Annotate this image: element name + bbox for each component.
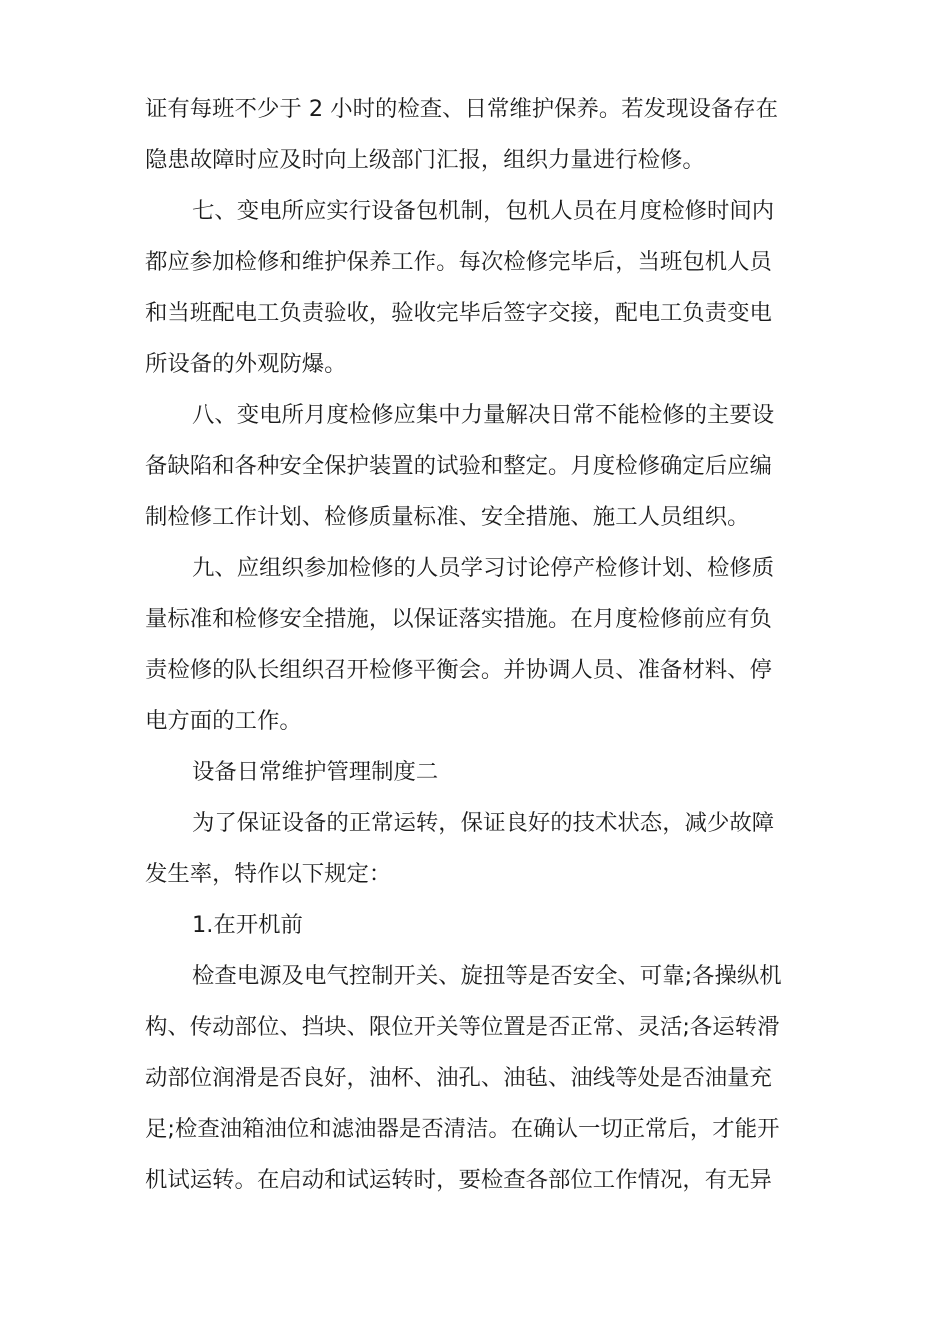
text-line: 量标准和检修安全措施，以保证落实措施。在月度检修前应有负 [145, 606, 772, 632]
text-line: 构、传动部位、挡块、限位开关等位置是否正常、灵活;各运转滑 [145, 1014, 780, 1040]
paragraph-intro [145, 798, 817, 900]
text-line: 备缺陷和各种安全保护装置的试验和整定。月度检修确定后应编 [145, 453, 772, 479]
text-line: 九、应组织参加检修的人员学习讨论停产检修计划、检修质 [192, 555, 775, 581]
text-line: 1.在开机前 [192, 912, 303, 938]
section-heading [145, 747, 817, 798]
text-line: 机试运转。在启动和试运转时，要检查各部位工作情况，有无异 [145, 1167, 772, 1193]
text-line: 动部位润滑是否良好，油杯、油孔、油毡、油线等处是否油量充 [145, 1065, 772, 1091]
text-line: 设备日常维护管理制度二 [192, 759, 439, 785]
text-line: 七、变电所应实行设备包机制，包机人员在月度检修时间内 [192, 198, 775, 224]
text-line: 制检修工作计划、检修质量标准、安全措施、施工人员组织。 [145, 504, 750, 530]
text-line: 隐患故障时应及时向上级部门汇报，组织力量进行检修。 [145, 147, 705, 173]
paragraph-item-seven [145, 186, 817, 390]
text-line: 和当班配电工负责验收，验收完毕后签字交接，配电工负责变电 [145, 300, 772, 326]
text-line: 电方面的工作。 [145, 708, 302, 734]
document-body [145, 84, 817, 1206]
text-line: 足;检查油箱油位和滤油器是否清洁。在确认一切正常后，才能开 [145, 1116, 780, 1142]
text-line: 都应参加检修和维护保养工作。每次检修完毕后，当班包机人员 [145, 249, 772, 275]
text-line: 八、变电所月度检修应集中力量解决日常不能检修的主要设 [192, 402, 775, 428]
text-line: 证有每班不少于 2 小时的检查、日常维护保养。若发现设备存在 [145, 96, 779, 122]
text-line: 责检修的队长组织召开检修平衡会。并协调人员、准备材料、停 [145, 657, 772, 683]
text-line: 发生率，特作以下规定： [145, 861, 392, 887]
paragraph-item-eight [145, 390, 817, 543]
paragraph-item-nine [145, 543, 817, 747]
text-line: 检查电源及电气控制开关、旋扭等是否安全、可靠;各操纵机 [192, 963, 782, 989]
text-line: 为了保证设备的正常运转，保证良好的技术状态，减少故障 [192, 810, 775, 836]
paragraph-continuation [145, 84, 817, 186]
paragraph-startup-checks [145, 951, 817, 1206]
subheading-before-startup [145, 900, 817, 951]
text-line: 所设备的外观防爆。 [145, 351, 347, 377]
